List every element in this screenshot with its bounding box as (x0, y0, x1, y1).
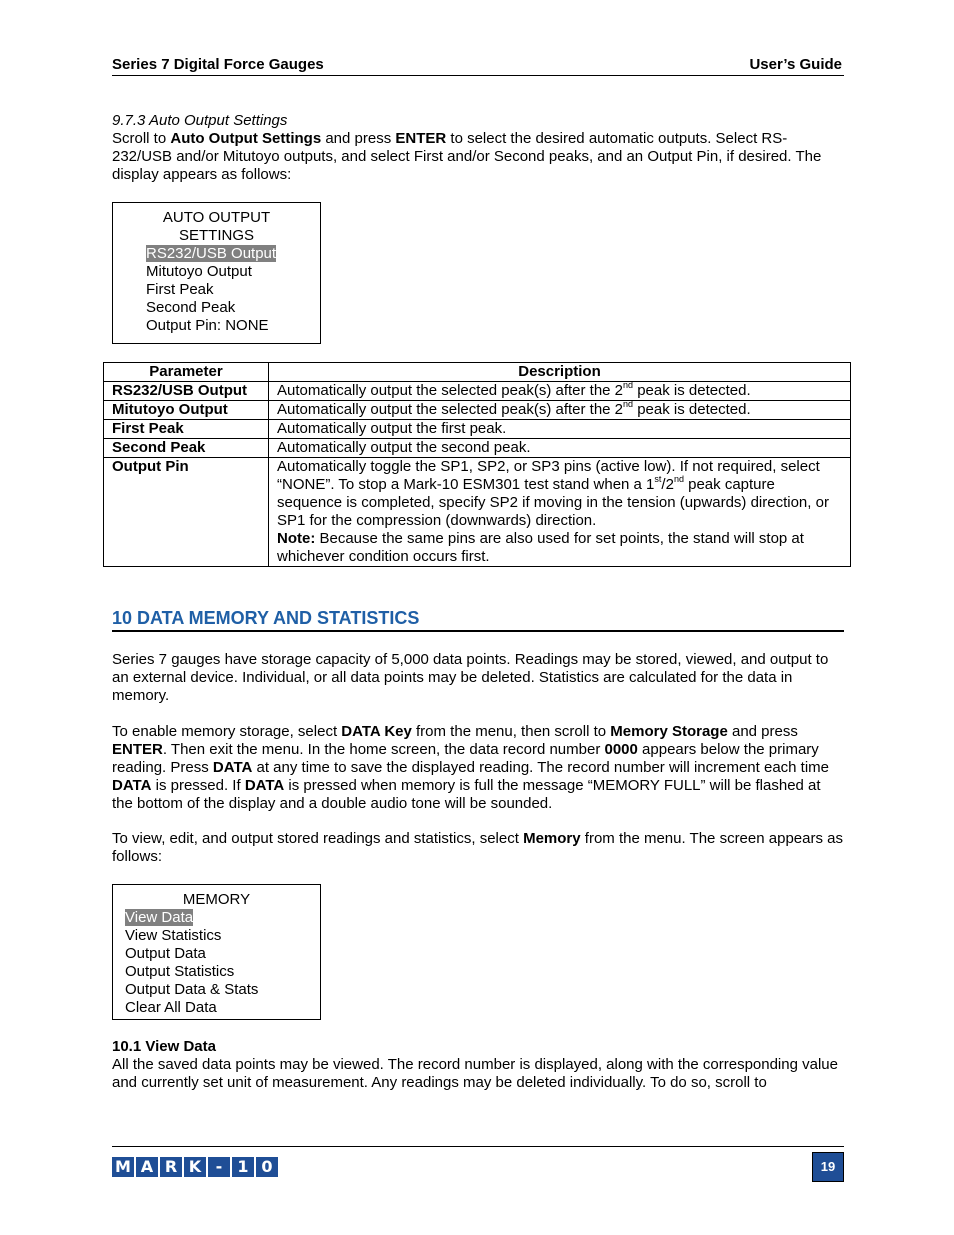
paragraph-view-data: All the saved data points may be viewed. The record number is displayed, along with the corresponding value and currently set unit of measurement. Any readings may be deleted individually. To do so, scroll to (112, 1056, 838, 1091)
display-memory (112, 884, 321, 1020)
param-name: Output Pin (104, 458, 269, 567)
display-item: Second Peak (146, 299, 236, 316)
display-item: Output Statistics (125, 963, 235, 980)
param-desc: Automatically output the first peak. (269, 420, 851, 439)
param-name: Second Peak (104, 439, 269, 458)
logo-letter: - (208, 1157, 230, 1177)
column-header: Description (269, 363, 851, 382)
logo-letter: R (160, 1157, 182, 1177)
section-heading-101: 10.1 View Data (112, 1038, 216, 1055)
param-desc: Automatically output the selected peak(s) after the 2nd peak is detected. (269, 401, 851, 420)
mark-10-logo (112, 1157, 278, 1177)
display-item: Output Data & Stats (125, 981, 259, 998)
parameter-table (103, 362, 851, 567)
display-item: View Statistics (125, 927, 222, 944)
paragraph-auto-output: Scroll to Auto Output Settings and press ENTER to select the desired automatic outputs. Select RS-232/USB and/or Mitutoyo outputs, and select First and/or Second peaks, and an Output Pin, if desired. The display appears as follows: (112, 130, 822, 183)
header-guide: User’s Guide (749, 56, 842, 73)
logo-letter: M (112, 1157, 134, 1177)
column-header: Parameter (104, 363, 269, 382)
display-title: AUTO OUTPUT (162, 209, 271, 226)
table-row (104, 382, 851, 401)
chapter-rule (112, 630, 844, 632)
display-item-selected: View Data (125, 909, 194, 926)
table-row (104, 420, 851, 439)
logo-letter: 1 (232, 1157, 254, 1177)
paragraph-enable-memory: To enable memory storage, select DATA Key from the menu, then scroll to Memory Storage and press ENTER. Then exit the menu. In the home screen, the data record number 0000 appears below the primary reading. Press DATA at any time to save the displayed reading. The record number will increment each time DATA is pressed. If DATA is pressed when memory is full the message “MEMORY FULL” will be flashed at the bottom of the display and a double audio tone will be sounded. (112, 723, 830, 812)
param-desc: Automatically toggle the SP1, SP2, or SP3 pins (active low). If not required, select “NONE”. To stop a Mark-10 ESM301 test stand when a 1st/2nd peak capture sequence is completed, specify SP2 if moving in the tension (upwards) direction, or SP1 for the compression (downwards) direction. Note: Because the same pins are also used for set points, the stand will stop at whichever condition occurs first. (269, 458, 851, 567)
table-row (104, 458, 851, 567)
logo-letter: K (184, 1157, 206, 1177)
table-header-row (104, 363, 851, 382)
display-item-selected: RS232/USB Output (146, 245, 277, 262)
chapter-heading: 10 DATA MEMORY AND STATISTICS (112, 608, 420, 628)
table-row (104, 439, 851, 458)
display-item: Output Pin: NONE (146, 317, 269, 334)
display-auto-output (112, 202, 321, 344)
display-title: MEMORY (182, 891, 251, 908)
display-item: Clear All Data (125, 999, 217, 1016)
display-item: Mitutoyo Output (146, 263, 252, 280)
logo-letter: 0 (256, 1157, 278, 1177)
paragraph-storage-capacity: Series 7 gauges have storage capacity of 5,000 data points. Readings may be stored, viewed, and output to an external device. Individual, or all data points may be deleted. Statistics are calculated for the data in memory. (112, 651, 829, 704)
param-name: RS232/USB Output (104, 382, 269, 401)
display-item: Output Data (125, 945, 206, 962)
param-desc: Automatically output the second peak. (269, 439, 851, 458)
display-item: First Peak (146, 281, 214, 298)
logo-letter: A (136, 1157, 158, 1177)
header-title: Series 7 Digital Force Gauges (112, 56, 324, 73)
param-desc: Automatically output the selected peak(s) after the 2nd peak is detected. (269, 382, 851, 401)
header-rule (112, 75, 844, 76)
param-name: First Peak (104, 420, 269, 439)
table-row (104, 401, 851, 420)
section-heading-973: 9.7.3 Auto Output Settings (112, 112, 288, 129)
paragraph-view-memory: To view, edit, and output stored readings and statistics, select Memory from the menu. The screen appears as follows: (112, 830, 843, 865)
param-name: Mitutoyo Output (104, 401, 269, 420)
footer-rule (112, 1146, 844, 1147)
display-title: SETTINGS (178, 227, 254, 244)
page-number: 19 (812, 1152, 844, 1182)
